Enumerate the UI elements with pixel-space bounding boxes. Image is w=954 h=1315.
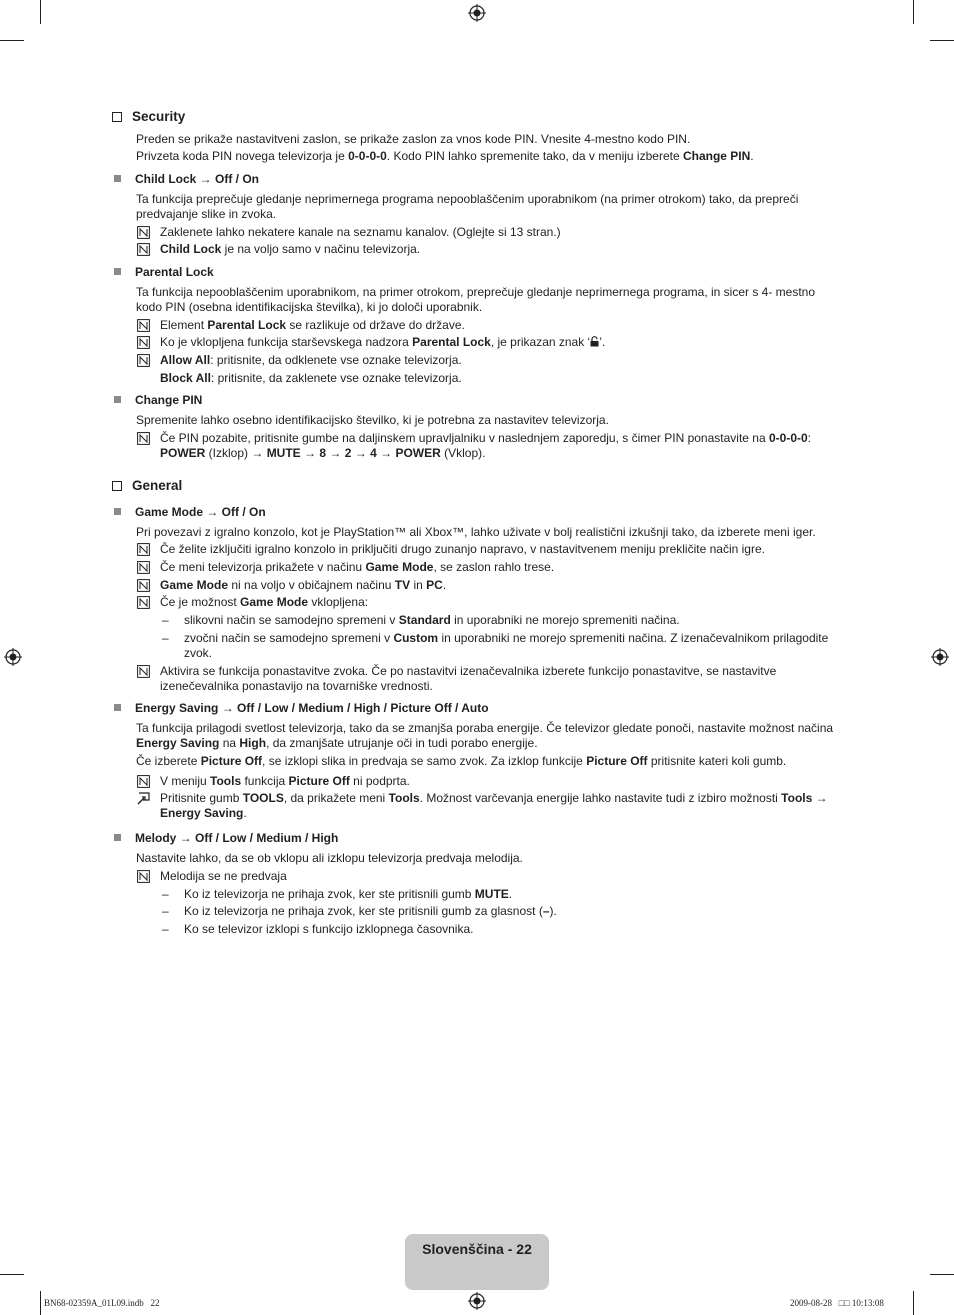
note-icon	[137, 665, 150, 678]
security-intro-1: Preden se prikaže nastavitveni zaslon, se prikaže zaslon za vnos kode PIN. Vnesite 4-mestno kodo PIN.	[136, 132, 691, 146]
dash-bullet: –	[162, 904, 169, 918]
section-title-general: General	[112, 478, 182, 493]
melody-description: Nastavite lahko, da se ob vklopu ali izklopu televizorja predvaja melodija.	[136, 851, 523, 865]
note-icon	[137, 432, 150, 445]
registration-mark-icon	[4, 648, 22, 666]
print-file-info: BN68-02359A_01L09.indb 22	[44, 1298, 160, 1308]
checkbox-bullet-icon	[112, 112, 122, 122]
change-pin-description: Spremenite lahko osebno identifikacijsko številko, ki je potrebna za nastavitev televizorja.	[136, 413, 609, 427]
dash-list-item: – Ko iz televizorja ne prihaja zvok, ker ste pritisnili gumb MUTE.	[162, 887, 513, 901]
crop-mark	[930, 40, 954, 41]
subsection-title-melody: Melody → Off / Low / Medium / High	[114, 831, 338, 846]
registration-mark-icon	[468, 4, 486, 22]
crop-mark	[913, 1291, 914, 1315]
crop-mark	[913, 0, 914, 24]
dash-bullet: –	[162, 613, 169, 627]
dash-list-item: – Ko iz televizorja ne prihaja zvok, ker ste pritisnili gumb za glasnost (–).	[162, 904, 557, 918]
note-item: Če je možnost Game Mode vklopljena:	[136, 595, 841, 610]
note-icon	[137, 543, 150, 556]
note-item: Melodija se ne predvaja	[136, 869, 841, 884]
note-icon	[137, 870, 150, 883]
crop-mark	[930, 1274, 954, 1275]
security-intro-2: Privzeta koda PIN novega televizorja je 0-0-0-0. Kodo PIN lahko spremenite tako, da v meniju izberete Change PIN.	[136, 149, 754, 163]
subsection-title-change-pin: Change PIN	[114, 393, 202, 408]
page-number-label: Slovenščina - 22	[422, 1241, 532, 1257]
tools-icon	[137, 792, 150, 805]
square-bullet-icon	[114, 508, 121, 515]
subsection-title-energy-saving: Energy Saving → Off / Low / Medium / High / Picture Off / Auto	[114, 701, 489, 716]
note-icon	[137, 319, 150, 332]
note-item: Če meni televizorja prikažete v načinu Game Mode, se zaslon rahlo trese.	[136, 560, 841, 575]
square-bullet-icon	[114, 175, 121, 182]
dash-list-item: – Ko se televizor izklopi s funkcijo izklopnega časovnika.	[162, 922, 474, 936]
registration-mark-icon	[468, 1292, 486, 1310]
note-item: Zaklenete lahko nekatere kanale na seznamu kanalov. (Oglejte si 13 stran.)	[136, 225, 841, 240]
note-icon	[137, 336, 150, 349]
note-item: Child Lock je na voljo samo v načinu televizorja.	[136, 242, 841, 257]
note-icon	[137, 226, 150, 239]
note-icon	[137, 579, 150, 592]
note-icon	[137, 354, 150, 367]
dash-list-item: – slikovni način se samodejno spremeni v Standard in uporabniki ne morejo spremeniti načina.	[162, 613, 680, 627]
note-item: V meniju Tools funkcija Picture Off ni podprta.	[136, 774, 841, 789]
subsection-title-game-mode: Game Mode → Off / On	[114, 505, 266, 520]
registration-mark-icon	[931, 648, 949, 666]
square-bullet-icon	[114, 268, 121, 275]
note-item: Če PIN pozabite, pritisnite gumbe na daljinskem upravljalniku v naslednjem zaporedju, s čimer PIN ponastavite na 0-0-0-0: POWER (Izklop) → MUTE → 8 → 2 → 4 → POWER (Vklop).	[136, 431, 841, 461]
dash-bullet: –	[162, 922, 169, 936]
subsection-title-parental-lock: Parental Lock	[114, 265, 214, 280]
note-continuation: Block All: pritisnite, da zaklenete vse oznake televizorja.	[160, 371, 462, 385]
note-item: Element Parental Lock se razlikuje od države do države.	[136, 318, 841, 333]
note-item: Aktivira se funkcija ponastavitve zvoka. Če po nastavitvi izenačevalnika izberete funkcijo ponastavitve, se nastavitve izenečevalnika ponastavijo na tovarniške vrednosti.	[136, 664, 841, 694]
tools-tip-item: Pritisnite gumb TOOLS, da prikažete meni Tools. Možnost varčevanja energije lahko nastavite tudi z izbiro možnosti Tools → Energy Saving.	[136, 791, 841, 821]
parental-lock-description: Ta funkcija nepooblaščenim uporabnikom, na primer otrokom, preprečuje gledanje neprimernega programa, in sicer s 4- mestno kodo PIN (osebna identifikacijska številka), ki jo določi uporabnik.	[136, 285, 816, 314]
crop-mark	[40, 1291, 41, 1315]
print-timestamp: 2009-08-28 □□ 10:13:08	[790, 1298, 884, 1308]
subsection-title-child-lock: Child Lock → Off / On	[114, 172, 259, 187]
square-bullet-icon	[114, 396, 121, 403]
dash-list-item: – zvočni način se samodejno spremeni v Custom in uporabniki ne morejo spremeniti načina. Z izenačevalnikom prilagodite zvok.	[162, 631, 829, 660]
child-lock-description: Ta funkcija preprečuje gledanje neprimernega programa nepooblaščenim uporabnikom (na primer otrokom) tako, da prepreči predvajanje slike in zvoka.	[136, 192, 799, 221]
lock-icon	[590, 336, 599, 347]
crop-mark	[40, 0, 41, 24]
square-bullet-icon	[114, 704, 121, 711]
note-icon	[137, 561, 150, 574]
note-item: Game Mode ni na voljo v običajnem načinu TV in PC.	[136, 578, 841, 593]
note-icon	[137, 775, 150, 788]
crop-mark	[0, 40, 24, 41]
game-mode-description: Pri povezavi z igralno konzolo, kot je PlayStation™ ali Xbox™, lahko uživate v bolj realistični izkušnji tako, da izberete meni iger.	[136, 525, 816, 539]
energy-saving-description-2: Če izberete Picture Off, se izklopi slika in predvaja se samo zvok. Za izklop funkcije Picture Off pritisnite kateri koli gumb.	[136, 754, 787, 768]
square-bullet-icon	[114, 834, 121, 841]
note-icon	[137, 243, 150, 256]
note-item: Allow All: pritisnite, da odklenete vse oznake televizorja.	[136, 353, 841, 368]
checkbox-bullet-icon	[112, 481, 122, 491]
note-icon	[137, 596, 150, 609]
crop-mark	[0, 1274, 24, 1275]
dash-bullet: –	[162, 887, 169, 901]
section-title-security: Security	[112, 109, 185, 124]
dash-bullet: –	[162, 631, 169, 645]
energy-saving-description-1: Ta funkcija prilagodi svetlost televizorja, tako da se zmanjša poraba energije. Če televizor gledate ponoči, nastavite možnost načina Energy Saving na High, da zmanjšate utrujanje oči in tudi porabo energije.	[136, 721, 834, 750]
note-item: Ko je vklopljena funkcija starševskega nadzora Parental Lock, je prikazan znak ‘ ’.	[136, 335, 841, 350]
note-item: Če želite izključiti igralno konzolo in priključiti drugo zunanjo napravo, v nastavitvenem meniju prekličite način igre.	[136, 542, 841, 557]
